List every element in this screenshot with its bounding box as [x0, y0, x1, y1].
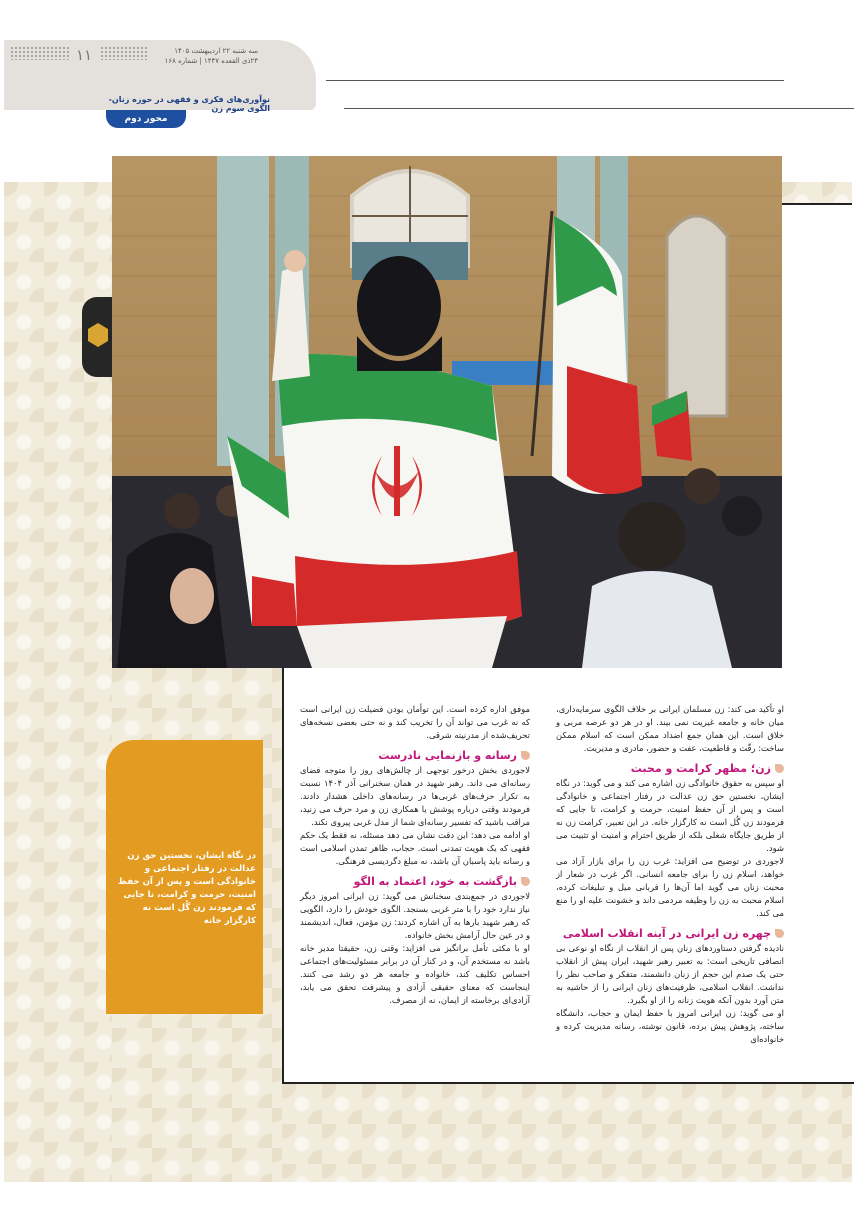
- publication-title: نوآوری‌های فکری و فقهی در حوزه زنان-الگوی سوم زن: [108, 95, 270, 113]
- section-heading-text: چهره زن ایرانی در آینه انقلاب اسلامی: [562, 927, 771, 940]
- section-tab: محور دوم: [106, 110, 186, 128]
- header-dots-mid: [100, 46, 148, 60]
- article-column-right: [556, 703, 784, 1046]
- paragraph: او می گوید: زن ایرانی امروز با حفظ ایمان و حجاب، دانشگاه ساخته، پژوهش پیش برده، قانون نوشته، رسانه مدیریت کرده و خانواده‌ای: [556, 1008, 784, 1044]
- header-dots-left: [10, 46, 70, 60]
- paragraph: موفق اداره کرده است. این توأمان بودن فضیلت زن ایرانی است که نه غرب می تواند آن را تخریب کند و نه حتی بعضی نسخه‌های تحریف‌شده از مدرنیته شرقی.: [300, 704, 530, 740]
- pull-quote-text: در نگاه ایشان، نخستین حق زن عدالت در رفتار اجتماعی و خانوادگی است و پس از آن حفظ امنیت، حرمت و کرامت، تا جایی که فرمودند زن گُل است نه کارگزار خانه: [118, 851, 256, 926]
- section-heading: [300, 748, 530, 763]
- paragraph: او سپس به حقوق خانوادگی زن اشاره می کند و می گوید: در نگاه ایشان، نخستین حق زن عدالت در رفتار اجتماعی و خانوادگی است و پس از آن حفظ امنیت، حرمت و کرامت، تا جایی که فرمودند زن گُل است نه کارگزار خانه. در این تعبیر، کرامت زن نه از طریق جایگاه شغلی بلکه از طریق احترام و امنیت او تثبیت می شود.: [556, 778, 784, 853]
- section-heading: [556, 761, 784, 776]
- paragraph: او تأکید می کند: زن مسلمان ایرانی بر خلاف الگوی سرمایه‌داری، میان خانه و جامعه غیریت نمی بیند. او در هر دو عرصه مربی و خلاق است. این همان جمع اضداد ممکن است که اسلام ممکن ساخت: رقّت و قاطعیت، عفت و حضور، مادری و مدیریت.: [556, 704, 784, 753]
- paragraph: او ادامه می دهد: این دقت نشان می دهد مسئله، نه فقط یک حکم فقهی که یک هویت تمدنی است. حجاب، ظاهر تمدن اسلامی است و رسانه باید پاسبان آن باشد، نه مبلغ دگردیسی فرهنگی.: [300, 830, 530, 866]
- section-heading: [556, 926, 784, 941]
- header-rule-top: [326, 80, 784, 81]
- header-rule-bottom: [344, 108, 854, 109]
- section-heading-text: رسانه و بازنمایی نادرست: [378, 749, 517, 762]
- leaf-bullet-icon: [775, 929, 784, 938]
- background-pattern-right: [782, 182, 852, 204]
- frame-rule-right: [782, 203, 852, 205]
- leaf-bullet-icon: [521, 877, 530, 886]
- leaf-bullet-icon: [521, 751, 530, 760]
- section-heading-text: زن؛ مظهر کرامت و محبت: [630, 762, 771, 775]
- section-heading: [300, 874, 530, 889]
- article-column-left: [300, 703, 530, 1007]
- date-line-2: ۲۴ذی القعده ۱۴۴۷ | شماره ۱۶۸: [164, 57, 258, 65]
- section-heading-text: بازگشت به خود، اعتماد به الگو: [353, 875, 517, 888]
- page-number: ۱۱: [76, 46, 93, 64]
- rally-photo-illustration: [112, 156, 782, 668]
- paragraph: او با مکثی تأمل برانگیز می افزاید: وقتی زن، حقیقتا مدیر خانه باشد نه مستخدم آن، و در کنار آن در برابر مسئولیت‌های اجتماعی احساس تکلیف کند، خانواده و جامعه هر دو رشد می کنند. اینجاست که معنای حقیقی آزادی و پیشرفت تحقق می یابد، آزادی‌ای برخاسته از ایمان، نه از مصرف.: [300, 943, 530, 1005]
- paragraph: لاجوردی بخش درخور توجهی از چالش‌های روز را متوجه فضای رسانه‌ای می داند. رهبر شهید در همان سخنرانی آذر ۱۴۰۴ نسبت به تکرار حرف‌های غربی‌ها در رسانه‌های داخلی هشدار دادند. فرمودند وقتی درباره پوشش یا همکاری زن و مرد حرف می زنید، مراقب باشید که تفسیر رسانه‌ای شما از مدل غربی پیروی نکند.: [300, 765, 530, 827]
- paragraph: نادیده گرفتن دستاوردهای زنان پس از انقلاب از نگاه او نوعی بی انصافی تاریخی است: به تعبیر رهبر شهید، ایران پیش از انقلاب حتی یک صدم این حجم از زنان دانشمند، متفکر و صاحب نظر را نداشت. انقلاب اسلامی، ظرفیت‌های زنان ایرانی را از حاشیه به متن آورد بدون آنکه هویت زنانه را از او بگیرد.: [556, 943, 784, 1005]
- paragraph: لاجوردی در جمع‌بندی سخنانش می گوید: زن ایرانی امروز دیگر نیاز ندارد خود را با متر غربی بسنجد. الگوی خودش را دارد، الگویی که رهبر شهید بارها به آن اشاره کردند: زن مؤمن، فعال، اندیشمند و در عین حال آرامش بخش خانواده.: [300, 891, 530, 940]
- date-line-1: سه شنبه ۲۲ اردیبهشت ۱۴۰۵: [174, 47, 258, 55]
- rally-photo: [112, 156, 782, 668]
- background-pattern-bottom: [282, 1084, 852, 1182]
- paragraph: لاجوردی در توضیح می افزاید: غرب زن را برای بازار آزاد می خواهد، اسلام زن را برای جامعه انسانی. اگر غرب در شعار از محبت زنان می گوید اما آن‌ها را قربانی میل و تبلیغات کرده، اسلام محبت به زن را وظیفه مردمی داند و خشونت علیه او را منع می کند.: [556, 856, 784, 918]
- leaf-bullet-icon: [775, 764, 784, 773]
